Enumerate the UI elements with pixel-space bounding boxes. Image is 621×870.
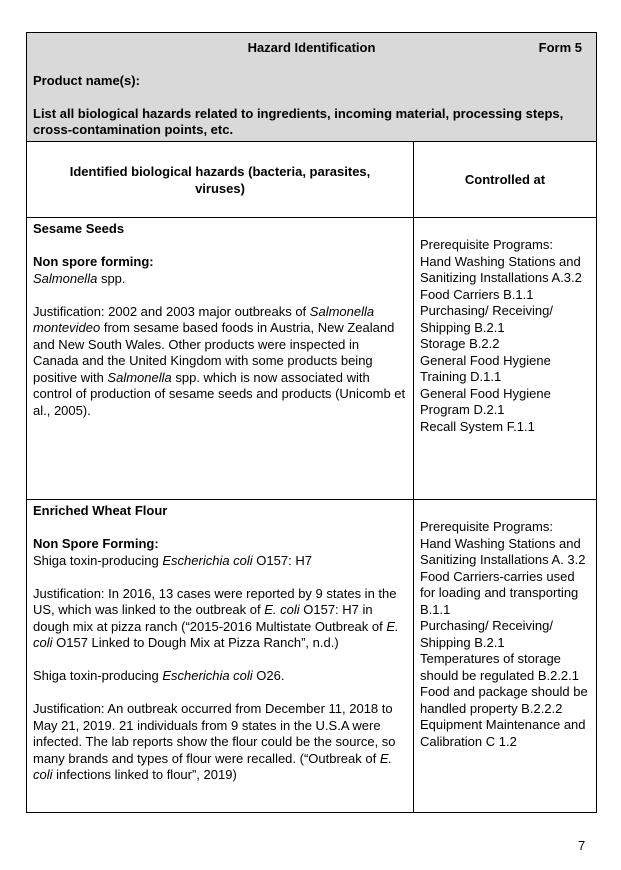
- form-number: Form 5: [538, 40, 582, 55]
- hazard-cell-sesame: [27, 218, 414, 500]
- control-item: Temperatures of storage should be regulated B.2.2.1: [420, 651, 580, 683]
- control-item: Hand Washing Stations and Sanitizing Installations A.3.2: [420, 253, 582, 285]
- hazard-organism: Salmonella spp.: [33, 270, 126, 286]
- control-item: Food Carriers B.1.1: [420, 286, 534, 302]
- control-item: Equipment Maintenance and Calibration C 1.2: [420, 717, 586, 749]
- table-row: [27, 500, 597, 813]
- control-item: Hand Washing Stations and Sanitizing Installations A. 3.2: [420, 535, 586, 567]
- hazard-cell-wheat-flour: [27, 500, 414, 813]
- instruction-text: List all biological hazards related to ingredients, incoming material, processing steps, cross-contamination points, etc.: [33, 106, 564, 137]
- hazard-organism: Shiga toxin-producing Escherichia coli O26.: [33, 668, 285, 683]
- control-item: Food and package should be handled property B.2.2.2: [420, 684, 588, 716]
- justification-text: Justification: In 2016, 13 cases were reported by 9 states in the US, which was linked to the outbreak of E. coli O157: H7 in dough mix at pizza ranch (“2015-2016 Multistate Outbreak of E. coli O157 Linked to Dough Mix at Pizza Ranch”, n.d.): [33, 585, 399, 650]
- control-item: General Food Hygiene Training D.1.1: [420, 352, 551, 384]
- column-header-hazards: Identified biological hazards (bacteria, parasites, viruses): [27, 142, 414, 218]
- control-item: Storage B.2.2: [420, 336, 500, 351]
- controls-cell-wheat-flour: [414, 500, 597, 813]
- form-header: [27, 33, 597, 142]
- control-item: Prerequisite Programs:: [420, 519, 553, 534]
- hazard-organism: Shiga toxin-producing Escherichia coli O157: H7: [33, 552, 312, 568]
- page-number: 7: [578, 838, 586, 853]
- control-item: General Food Hygiene Program D.2.1: [420, 385, 551, 417]
- control-item: Prerequisite Programs:: [420, 237, 553, 252]
- justification-text: Justification: 2002 and 2003 major outbreaks of Salmonella montevideo from sesame based foods in Austria, New Zealand and New South Wales. Other products were inspected in Canada and the United Kingdom with some products being positive with Salmonella spp. which is now associated with control of production of sesame seeds and products (Unicomb et al., 2005).: [33, 303, 406, 418]
- hazard-identification-table: [26, 32, 597, 813]
- controls-cell-sesame: [414, 218, 597, 500]
- control-item: Food Carriers-carries used for loading and transporting B.1.1: [420, 568, 579, 617]
- control-item: Recall System F.1.1: [420, 418, 535, 434]
- product-name-label: Product name(s):: [33, 73, 140, 88]
- ingredient-name: Sesame Seeds: [33, 221, 125, 236]
- justification-text: Justification: An outbreak occurred from December 11, 2018 to May 21, 2019. 21 individuals from 9 states in the U.S.A were infected. The lab reports show the flour could be the source, so many brands and types of flour were recalled. (“Outbreak of E. coli infections linked to flour”, 2019): [33, 701, 396, 782]
- control-item: Purchasing/ Receiving/ Shipping B.2.1: [420, 618, 553, 650]
- ingredient-name: Enriched Wheat Flour: [33, 503, 168, 518]
- table-row: [27, 218, 597, 500]
- hazard-type: Non spore forming:: [33, 254, 154, 269]
- form-title: Hazard Identification: [247, 40, 376, 55]
- hazard-type: Non Spore Forming:: [33, 536, 159, 551]
- control-item: Purchasing/ Receiving/ Shipping B.2.1: [420, 303, 553, 335]
- column-header-controlled-at: Controlled at: [414, 142, 597, 218]
